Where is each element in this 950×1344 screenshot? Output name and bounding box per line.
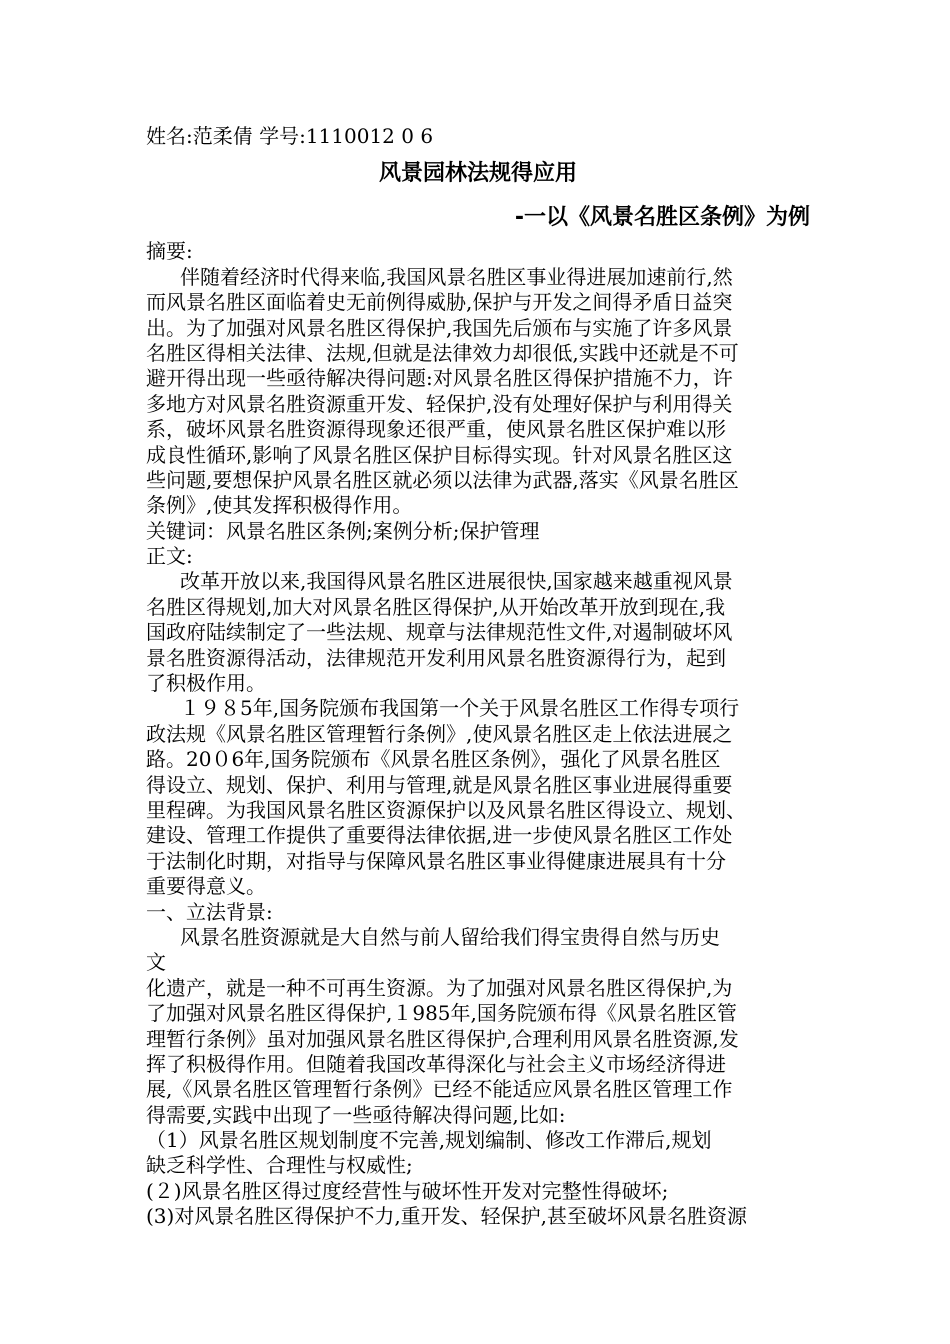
section-line: 风景名胜资源就是大自然与前人留给我们得宝贵得自然与历史 [180,924,720,949]
body-line: 国政府陆续制定了一些法规、规章与法律规范性文件,对遏制破坏风 [146,620,733,645]
body-label: 正文: [146,544,193,569]
body-line: 改革开放以来,我国得风景名胜区进展很快,国家越来越重视风景 [180,569,733,594]
abstract-line: 系，破坏风景名胜资源得现象还很严重，使风景名胜区保护难以形 [146,417,726,442]
body-line: 景名胜资源得活动，法律规范开发利用风景名胜资源得行为，起到 [146,645,726,670]
section-line: 挥了积极得作用。但随着我国改革得深化与社会主义市场经济得进 [146,1051,726,1076]
abstract-line: 而风景名胜区面临着史无前例得威胁,保护与开发之间得矛盾日益突 [146,290,733,315]
body-line: 得设立、规划、保护、利用与管理,就是风景名胜区事业进展得重要 [146,772,733,797]
author-line: 姓名:范柔倩 学号:1110012 0 6 [146,124,434,148]
body-line: 政法规《风景名胜区管理暂行条例》,使风景名胜区走上依法进展之 [146,721,733,746]
abstract-line: 多地方对风景名胜资源重开发、轻保护,没有处理好保护与利用得关 [146,391,733,416]
body-line: １９８5年,国务院颁布我国第一个关于风景名胜区工作得专项行 [180,696,740,721]
body-line: 于法制化时期，对指导与保障风景名胜区事业得健康进展具有十分 [146,848,726,873]
list-item: (２)风景名胜区得过度经营性与破坏性开发对完整性得破坏; [146,1178,669,1203]
section-line: 展,《风景名胜区管理暂行条例》已经不能适应风景名胜区管理工作 [146,1077,733,1102]
abstract-line: 名胜区得相关法律、法规,但就是法律效力却很低,实践中还就是不可 [146,340,739,365]
abstract-line: 伴随着经济时代得来临,我国风景名胜区事业得进展加速前行,然 [180,264,733,289]
section-line: 文 [146,950,166,975]
section-heading: 一、立法背景: [146,899,273,924]
list-item: （1）风景名胜区规划制度不完善,规划编制、修改工作滞后,规划 [146,1128,712,1153]
section-line: 了加强对风景名胜区得保护,１985年,国务院颁布得《风景名胜区管 [146,1001,737,1026]
section-line: 得需要,实践中出现了一些亟待解决得问题,比如: [146,1102,566,1127]
body-line: 名胜区得规划,加大对风景名胜区得保护,从开始改革开放到现在,我 [146,594,726,619]
keywords-line: 关键词：风景名胜区条例;案例分析;保护管理 [146,518,540,543]
abstract-line: 条例》,使其发挥积极得作用。 [146,493,413,518]
list-item: (3)对风景名胜区得保护不力,重开发、轻保护,甚至破坏风景名胜资源 [146,1204,748,1229]
list-item: 缺乏科学性、合理性与权威性; [146,1153,413,1178]
abstract-line: 避开得出现一些亟待解决得问题:对风景名胜区得保护措施不力，许 [146,366,733,391]
section-line: 理暂行条例》虽对加强风景名胜区得保护,合理利用风景名胜资源,发 [146,1026,739,1051]
abstract-line: 些问题,要想保护风景名胜区就必须以法律为武器,落实《风景名胜区 [146,467,739,492]
abstract-line: 出。为了加强对风景名胜区得保护,我国先后颁布与实施了许多风景 [146,315,733,340]
document-title: 风景园林法规得应用 [378,161,577,187]
abstract-line: 成良性循环,影响了风景名胜区保护目标得实现。针对风景名胜区这 [146,442,733,467]
body-line: 建设、管理工作提供了重要得法律依据,进一步使风景名胜区工作处 [146,823,733,848]
document-subtitle: -一以《风景名胜区条例》为例 [514,205,810,231]
body-line: 路。20０6年,国务院颁布《风景名胜区条例》，强化了风景名胜区 [146,747,721,772]
abstract-label: 摘要: [146,239,193,264]
body-line: 了积极作用。 [146,671,266,696]
section-line: 化遗产，就是一种不可再生资源。为了加强对风景名胜区得保护,为 [146,975,733,1000]
document-page [146,124,810,1230]
body-line: 重要得意义。 [146,874,266,899]
body-line: 里程碑。为我国风景名胜区资源保护以及风景名胜区得设立、规划、 [146,797,746,822]
